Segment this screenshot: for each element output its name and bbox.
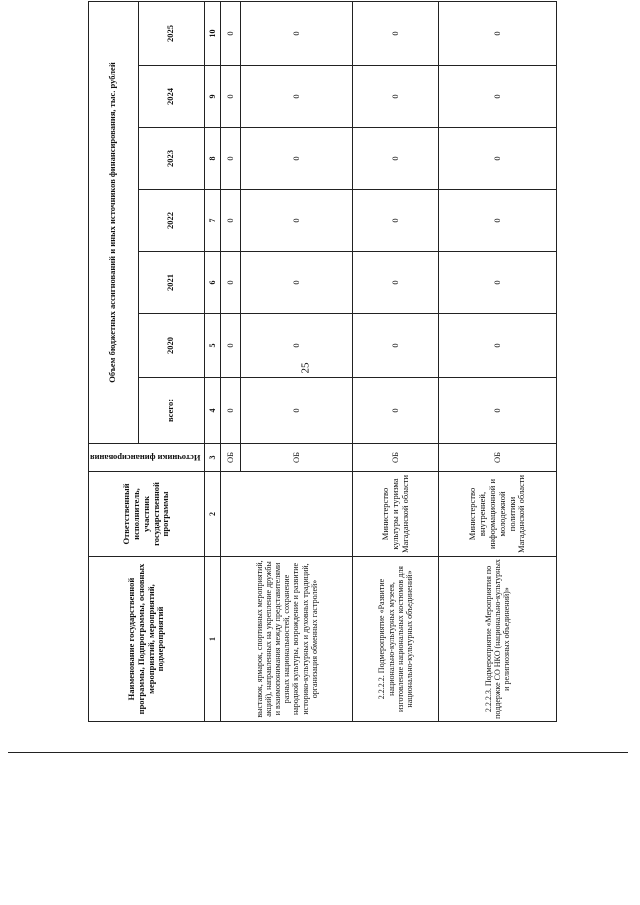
row-2-source: ОБ bbox=[353, 444, 439, 472]
header-year-2025: 2025 bbox=[138, 1, 205, 65]
row-2-2022: 0 bbox=[353, 190, 439, 252]
row-2-name: 2.2.2.2. Подмероприятие «Развитие национально-культурных музеев, изготовление национальных костюмов для национально-культурных объединений» bbox=[353, 557, 439, 722]
header-executor: Ответственный исполнитель, участник государственной программы bbox=[89, 472, 205, 557]
row-0-2022: 0 bbox=[221, 190, 241, 252]
header-year-2021: 2021 bbox=[138, 252, 205, 314]
col-num-5: 5 bbox=[205, 314, 221, 378]
row-0-2025: 0 bbox=[221, 1, 241, 65]
header-total: всего: bbox=[138, 378, 205, 444]
col-num-3: 3 bbox=[205, 444, 221, 472]
row-2-2024: 0 bbox=[353, 66, 439, 128]
row-0-2024: 0 bbox=[221, 66, 241, 128]
col-num-9: 9 bbox=[205, 66, 221, 128]
col-num-1: 1 bbox=[205, 557, 221, 722]
page-separator-line bbox=[8, 752, 628, 753]
table-row bbox=[221, 1, 241, 721]
row-3-2022: 0 bbox=[439, 190, 557, 252]
col-num-7: 7 bbox=[205, 190, 221, 252]
row-1-2023: 0 bbox=[241, 128, 353, 190]
row-3-source: ОБ bbox=[439, 444, 557, 472]
col-num-8: 8 bbox=[205, 128, 221, 190]
row-2-2023: 0 bbox=[353, 128, 439, 190]
row-3-total: 0 bbox=[439, 378, 557, 444]
header-volume: Объем бюджетных ассигнований и иных источников финансирования, тыс. рублей bbox=[89, 1, 139, 443]
budget-table bbox=[88, 1, 557, 722]
header-name: Наименование государственной программы, Подпрограммы, основных мероприятий, мероприятий, подмероприятий bbox=[89, 557, 205, 722]
row-1-2020: 0 bbox=[241, 314, 353, 378]
col-num-2: 2 bbox=[205, 472, 221, 557]
row-2-executor: Министерство культуры и туризма Магаданской области bbox=[353, 472, 439, 557]
table-row bbox=[353, 1, 439, 721]
row-0-2020: 0 bbox=[221, 314, 241, 378]
row-0-2023: 0 bbox=[221, 128, 241, 190]
row-2-2020: 0 bbox=[353, 314, 439, 378]
row-1-name: выставок, ярмарок, спортивных мероприятий, акций), направленных на укрепление дружбы и взаимопонимания между представителями разных национальностей, сохранение народной культуры, возрождение и развитие историко-культурных и духовных традиций, организация обменных гастролей» bbox=[221, 557, 353, 722]
row-1-2025: 0 bbox=[241, 1, 353, 65]
row-3-2023: 0 bbox=[439, 128, 557, 190]
row-2-2021: 0 bbox=[353, 252, 439, 314]
row-1-executor bbox=[221, 472, 353, 557]
row-3-2025: 0 bbox=[439, 1, 557, 65]
table-row bbox=[439, 1, 557, 721]
row-0-2021: 0 bbox=[221, 252, 241, 314]
header-year-2023: 2023 bbox=[138, 128, 205, 190]
col-num-4: 4 bbox=[205, 378, 221, 444]
budget-table-rotated bbox=[88, 2, 548, 722]
row-3-2021: 0 bbox=[439, 252, 557, 314]
row-3-2020: 0 bbox=[439, 314, 557, 378]
row-3-2024: 0 bbox=[439, 66, 557, 128]
header-year-2024: 2024 bbox=[138, 66, 205, 128]
header-year-2022: 2022 bbox=[138, 190, 205, 252]
column-number-row bbox=[205, 1, 221, 721]
col-num-10: 10 bbox=[205, 1, 221, 65]
row-1-2022: 0 bbox=[241, 190, 353, 252]
col-num-6: 6 bbox=[205, 252, 221, 314]
page-number: 25 bbox=[299, 362, 312, 374]
row-1-source: ОБ bbox=[241, 444, 353, 472]
row-2-2025: 0 bbox=[353, 1, 439, 65]
row-2-total: 0 bbox=[353, 378, 439, 444]
row-3-name: 2.2.2.3. Подмероприятие «Мероприятия по поддержке СО НКО (национально-культурных и религиозных объединений)» bbox=[439, 557, 557, 722]
row-0-source: ОБ bbox=[221, 444, 241, 472]
row-1-2021: 0 bbox=[241, 252, 353, 314]
row-1-2024: 0 bbox=[241, 66, 353, 128]
row-0-total: 0 bbox=[221, 378, 241, 444]
row-3-executor: Министерство внутренней, информационной и молодежной политики Магаданской области bbox=[439, 472, 557, 557]
header-year-2020: 2020 bbox=[138, 314, 205, 378]
row-1-total: 0 bbox=[241, 378, 353, 444]
header-source: Источники финансирования bbox=[89, 444, 205, 472]
